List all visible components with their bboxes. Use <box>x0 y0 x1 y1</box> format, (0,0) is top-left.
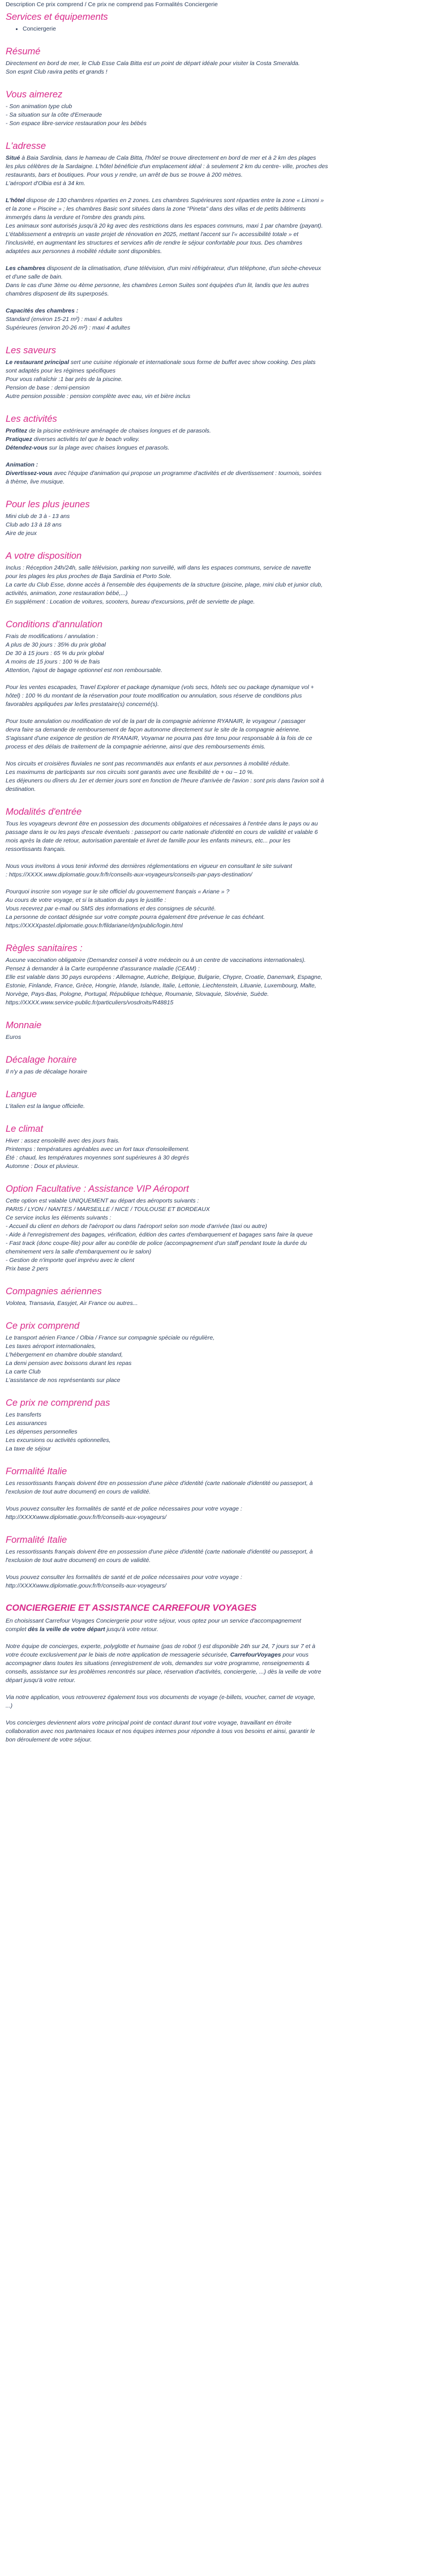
prix-ne-comprend-line: Les transferts <box>6 1412 41 1418</box>
conditions-line: favorables appliquées par le/les prestataire(s) concerné(s). <box>6 701 159 708</box>
formalite-link[interactable]: http://XXXXwww.diplomatie.gouv.fr/fr/conseils-aux-voyageurs/ <box>6 1514 166 1521</box>
activites-line <box>6 435 423 444</box>
animation-text: avec l'équipe d'animation qui propose un programme d'activités et de divertissement : tournois, soirées <box>52 470 322 477</box>
aimerez-line: - Son espace libre-service restauration pour les bébés <box>6 121 147 127</box>
activites-bold: Détendez-vous <box>6 445 48 451</box>
conditions-line: Les maximums de participants sur nos circuits sont garantis avec une flexibilité de + ou – 10 %. <box>6 769 254 776</box>
conditions-line: A moins de 15 jours : 100 % de frais <box>6 659 100 665</box>
animation-title <box>6 461 423 469</box>
saveurs-text: sert une cuisine régionale et internationale sous forme de buffet avec show cooking. Des plats <box>69 360 316 366</box>
langue-text: L'italien est la langue officielle. <box>6 1103 85 1110</box>
option-line: - Gestion de n'importe quel imprévu avec le client <box>6 1257 135 1264</box>
conciergerie-line: Vos concierges deviennent alors votre principal point de contact durant tout votre voyage, travaillant en étroite <box>6 1720 292 1726</box>
conciergerie-title: CONCIERGERIE ET ASSISTANCE CARREFOUR VOYAGES <box>6 1603 257 1613</box>
formalite-line: l'exclusion de tout autre document) en cours de validité. <box>6 1557 151 1564</box>
modalites-line: La personne de contact désignée sur votre compte pourra également être prévenue le cas échéant. <box>6 914 265 921</box>
langue-title: Langue <box>6 1089 37 1099</box>
adresse-text: à Baia Sardinia, dans le hameau de Cala Bitta, l'hôtel se trouve directement en bord de mer et à 2 km des plages <box>20 155 316 161</box>
activites-text: diverses activités tel que le beach volley. <box>32 437 140 443</box>
saveurs-line: Pour vous rafraîchir :1 bar près de la piscine. <box>6 376 123 383</box>
resume-line: Directement en bord de mer, le Club Esse Cala Bitta est un point de départ idéale pour visiter la Costa Smeralda. <box>6 61 300 67</box>
conciergerie-text: complet <box>6 1627 28 1633</box>
formalite-line: Les ressortissants français doivent être en possession d'une pièce d'identité (carte nationale d'identité ou passeport, à <box>6 1480 313 1487</box>
modalites-line: Tous les voyageurs devront être en possession des documents obligatoires et nécessaires à l'entrée dans le pays ou au <box>6 821 318 827</box>
dispo-line: La carte du Club Esse, donne accès à l'ensemble des équipements de la structure (piscine, plage, mini club et junior club, <box>6 582 323 588</box>
resume-line: Son esprit Club ravira petits et grands ! <box>6 69 108 75</box>
prix-ne-comprend-line: Les dépenses personnelles <box>6 1429 78 1435</box>
conciergerie-text: jusqu'à votre retour. <box>105 1627 158 1633</box>
sanitaires-line: Estonie, Finlande, France, Grèce, Hongrie, Irlande, Islande, Italie, Lettonie, Liechtenstein, Lituanie, Luxembourg, Malte, <box>6 983 316 989</box>
option-line: Ce service inclus les éléments suivants : <box>6 1215 111 1221</box>
climat-line: Automne : Doux et pluvieux. <box>6 1163 79 1170</box>
modalites-line: ressortissants français. <box>6 846 66 853</box>
decalage-title: Décalage horaire <box>6 1055 77 1065</box>
activites-line <box>6 427 423 435</box>
prix-comprend-title: Ce prix comprend <box>6 1321 80 1331</box>
adresse-line: et la zone « Piscine » ; les chambres Basic sont situées dans la zone "Pineta" dans des villas et de petits bâtiments <box>6 206 306 212</box>
prix-comprend-line: Les taxes aéroport internationales, <box>6 1343 96 1350</box>
formalite-title: Formalité Italie <box>6 1466 67 1477</box>
saveurs-title: Les saveurs <box>6 345 56 356</box>
conciergerie-line: ...) <box>6 1703 13 1709</box>
option-title: Option Facultative : Assistance VIP Aéroport <box>6 1184 189 1194</box>
climat-title: Le climat <box>6 1124 44 1134</box>
dispo-title: A votre disposition <box>6 551 82 561</box>
conciergerie-line <box>6 1625 423 1634</box>
animation-para <box>6 469 423 478</box>
sanitaires-link[interactable]: https://XXXX.www.service-public.fr/particuliers/vosdroits/R48815 <box>6 1000 174 1006</box>
activites-text: de la piscine extérieure aménagée de chaises longues et de parasols. <box>27 428 211 434</box>
formalite-line: Vous pouvez consulter les formalités de santé et de police nécessaires pour votre voyage : <box>6 1574 242 1581</box>
animation-bold: Divertissez-vous <box>6 470 53 477</box>
adresse-line: et d'une salle de bain. <box>6 274 63 280</box>
prix-ne-comprend-line: Les assurances <box>6 1420 47 1427</box>
adresse-line: restaurants, bars et boutiques. Pour vous y rendre, un arrêt de bus se trouve à 200 mètres. <box>6 172 243 178</box>
formalite-line: l'exclusion de tout autre document) en cours de validité. <box>6 1489 151 1495</box>
conciergerie-line: collaboration avec nos partenaires locaux et nos équipes internes pour répondre à tous vos besoins et ainsi, garantir le <box>6 1728 315 1735</box>
breadcrumb: Description Ce prix comprend / Ce prix ne comprend pas Formalités Conciergerie <box>6 2 218 8</box>
climat-line: Hiver : assez ensoleillé avec des jours frais. <box>6 1138 120 1144</box>
modalites-link[interactable]: https://XXXXpastel.diplomatie.gouv.fr/fildariane/dyn/public/login.html <box>6 923 183 929</box>
adresse-para-1 <box>6 154 423 162</box>
conciergerie-line: accompagner dans toutes les situations (enregistrement de vols, demandes sur votre programme, renseignements & <box>6 1661 310 1667</box>
option-line: - Aide à l'enregistrement des bagages, vérification, édition des cartes d'embarquement et bagages sans faire la queue <box>6 1232 313 1238</box>
petits-line: Mini club de 3 à - 13 ans <box>6 514 70 520</box>
animation-title-text: Animation : <box>6 462 38 468</box>
conciergerie-bold: CarrefourVoyages <box>230 1652 281 1658</box>
capacity-line: Standard (environ 15-21 m²) : maxi 4 adultes <box>6 316 123 323</box>
compagnies-title: Compagnies aériennes <box>6 1286 102 1296</box>
conditions-line: Les déjeuners ou dîners du 1er et dernier jours sont en fonction de l'heure d'arrivée de l'avion : sont pris dans l'avion soit à <box>6 778 324 784</box>
aimerez-title: Vous aimerez <box>6 89 63 100</box>
activites-title: Les activités <box>6 414 57 424</box>
conciergerie-line <box>6 1651 423 1659</box>
saveurs-para <box>6 358 423 367</box>
prix-ne-comprend-title: Ce prix ne comprend pas <box>6 1398 110 1408</box>
conciergerie-line: Notre équipe de concierges, experte, polyglotte et humaine (pas de robot !) est disponible 24h sur 24, 7 jours sur 7 et à <box>6 1644 315 1650</box>
adresse-para-3 <box>6 264 423 273</box>
capacity-line: Supérieures (environ 20-26 m²) : maxi 4 adultes <box>6 325 131 331</box>
modalites-line: Vous recevrez par e-mail ou SMS des informations et des consignes de sécurité. <box>6 906 216 912</box>
option-line: Cette option est valable UNIQUEMENT au départ des aéroports suivants : <box>6 1198 199 1204</box>
climat-line: Printemps : températures agréables avec un fort taux d'ensoleillement. <box>6 1146 190 1153</box>
saveurs-bold: Le restaurant principal <box>6 360 70 366</box>
formalite-link[interactable]: http://XXXXwww.diplomatie.gouv.fr/fr/conseils-aux-voyageurs/ <box>6 1583 166 1589</box>
conditions-line: Attention, l'ajout de bagage optionnel est non remboursable. <box>6 667 162 674</box>
activites-bold: Profitez <box>6 428 28 434</box>
adresse-line: chambres disposent de lits superposés. <box>6 291 109 297</box>
adresse-line: les plus célèbres de la Sardaigne. L'hôtel bénéficie d'un emplacement idéal : à seulement 2 km du centre- ville, proches des <box>6 164 328 170</box>
aimerez-line: - Sa situation sur la côte d'Emeraude <box>6 112 102 118</box>
sanitaires-line: Pensez à demander à la Carte européenne d'assurance maladie (CEAM) : <box>6 966 200 972</box>
dispo-line: pour les plages les plus proches de Baja Sardinia et Porto Sole. <box>6 574 172 580</box>
prix-ne-comprend-line: La taxe de séjour <box>6 1446 51 1452</box>
conciergerie-line: En choisissant Carrefour Voyages Conciergerie pour votre séjour, vous optez pour un service d'accompagnement <box>6 1618 301 1624</box>
aimerez-line: - Son animation type club <box>6 104 72 110</box>
option-line: - Accueil du client en dehors de l'aéroport ou dans l'aéroport selon son mode d'arrivée (taxi ou autre) <box>6 1223 267 1230</box>
list-item: • Conciergerie <box>23 25 423 33</box>
modalites-link[interactable]: : https://XXXX.www.diplomatie.gouv.fr/fr/conseils-aux-voyageurs/conseils-par-pays-destination/ <box>6 872 252 878</box>
prix-comprend-line: L'hébergement en chambre double standard, <box>6 1352 123 1358</box>
petits-line: Aire de jeux <box>6 530 37 537</box>
prix-comprend-line: L'assistance de nos représentants sur place <box>6 1377 121 1384</box>
activites-line <box>6 444 423 452</box>
option-line: cheminement vers la salle d'embarquement ou le salon) <box>6 1249 152 1255</box>
prix-comprend-line: La demi pension avec boissons durant les repas <box>6 1360 132 1367</box>
adresse-line: L'aéroport d'Olbia est à 34 km. <box>6 181 85 187</box>
adresse-line: Dans le cas d'une 3ème ou 4ème personne, les chambres Lemon Suites sont équipées d'un lit, landis que les autres <box>6 283 309 289</box>
sanitaires-line: Norvège, Pays-Bas, Pologne, Portugal, République tchèque, Roumanie, Slovaquie, Slovénie, Suède. <box>6 991 269 998</box>
monnaie-text: Euros <box>6 1034 22 1041</box>
saveurs-line: Autre pension possible : pension complète avec eau, vin et bière inclus <box>6 393 191 400</box>
modalites-line: mois après la date de retour, autorisation parentale et livret de famille pour les enfants mineurs, etc... pour les <box>6 838 291 844</box>
formalite-line: Vous pouvez consulter les formalités de santé et de police nécessaires pour votre voyage : <box>6 1506 242 1512</box>
conciergerie-line: conseils, assistance sur les problèmes rencontrés sur place, réservation d'activités, conciergerie, ...) dès la veille de votre <box>6 1669 321 1675</box>
option-line: - Fast track (donc coupe-file) pour aller au contrôle de police (accompagnement d'un staff pendant toute la durée du <box>6 1240 307 1247</box>
services-list <box>6 25 423 33</box>
modalites-line: passage dans le ou les pays d'escale éventuels : passeport ou carte nationale d'identité en cours de validité et valable 6 <box>6 829 318 836</box>
adresse-text: dispose de 130 chambres réparties en 2 zones. Les chambres Supérieures sont réparties entre la zone « Limoni » <box>24 198 324 204</box>
sanitaires-line: Elle est valable dans 30 pays européens : Allemagne, Autriche, Belgique, Bulgarie, Chypre, Croatie, Danemark, Espagne, <box>6 974 323 981</box>
activites-bold: Pratiquez <box>6 437 32 443</box>
conciergerie-text: pour vous <box>281 1652 309 1658</box>
adresse-line: Les animaux sont autorisés jusqu'à 20 kg avec des restrictions dans les espaces communs, maxi 1 par chambre (payant). <box>6 223 323 229</box>
adresse-bold: L'hôtel <box>6 198 25 204</box>
services-title: Services et équipements <box>6 12 108 22</box>
prix-ne-comprend-line: Les excursions ou activités optionnelles, <box>6 1437 111 1444</box>
petits-line: Club ado 13 à 18 ans <box>6 522 62 528</box>
prix-comprend-line: Le transport aérien France / Olbia / France sur compagnie spéciale ou régulière, <box>6 1335 215 1341</box>
conciergerie-line: départ jusqu'à votre retour. <box>6 1678 76 1684</box>
activites-text: sur la plage avec chaises longues et parasols. <box>47 445 170 451</box>
saveurs-line: Pension de base : demi-pension <box>6 385 90 391</box>
conditions-line: Nos circuits et croisières fluviales ne sont pas recommandés aux enfants et aux personnes à mobilité réduite. <box>6 761 290 767</box>
adresse-title: L'adresse <box>6 141 46 151</box>
adresse-bold: Situé <box>6 155 20 161</box>
sanitaires-line: Aucune vaccination obligatoire (Demandez conseil à votre médecin ou à un centre de vaccinations internationales). <box>6 957 306 964</box>
adresse-text: disposent de la climatisation, d'une télévision, d'un mini réfrigérateur, d'un téléphone, d'un sèche-cheveux <box>45 266 321 272</box>
conciergerie-bold: dès la veille de votre départ <box>28 1627 105 1633</box>
resume-title: Résumé <box>6 46 41 57</box>
formalite-title: Formalité Italie <box>6 1535 67 1545</box>
petits-title: Pour les plus jeunes <box>6 499 90 510</box>
conditions-line: Pour les ventes escapades, Travel Explorer et package dynamique (vols secs, hôtels sec ou package dynamique vol + <box>6 684 314 691</box>
adresse-para-2 <box>6 196 423 205</box>
conciergerie-line: bon déroulement de votre séjour. <box>6 1737 92 1743</box>
adresse-line: L'établissement a entrepris un vaste projet de rénovation en 2025, mettant l'accent sur l'« accessibilité totale » et <box>6 232 299 238</box>
conditions-line: S'agissant d'une exigence de gestion de RYANAIR, Voyamar ne pourra pas être tenu pour responsable à la fois de ce <box>6 735 312 742</box>
option-line: PARIS / LYON / NANTES / MARSEILLE / NICE / TOULOUSE ET BORDEAUX <box>6 1206 210 1213</box>
dispo-line: activités, animation, zone restauration bébé,...) <box>6 590 128 597</box>
adresse-line: adaptées aux personnes à mobilité réduite sont disponibles. <box>6 249 162 255</box>
modalites-line: Pourquoi inscrire son voyage sur le site officiel du gouvernement français « Ariane » ? <box>6 889 230 895</box>
conditions-title: Conditions d'annulation <box>6 619 103 630</box>
conditions-line: Pour toute annulation ou modification de vol de la part de la compagnie aérienne RYANAIR, le voyageur / passager <box>6 718 306 725</box>
dispo-line: Inclus : Réception 24h/24h, salle télévision, parking non surveillé, wifi dans les espaces communs, service de navette <box>6 565 311 571</box>
prix-comprend-line: La carte Club <box>6 1369 41 1375</box>
capacity-title-text: Capacités des chambres : <box>6 308 79 314</box>
conditions-line: Frais de modifications / annulation : <box>6 634 98 640</box>
dispo-line: En supplément : Location de voitures, scooters, bureau d'excursions, prêt de serviette de plage. <box>6 599 255 605</box>
formalite-line: Les ressortissants français doivent être en possession d'une pièce d'identité (carte nationale d'identité ou passeport, à <box>6 1549 313 1555</box>
adresse-line: immergés dans la verdure et l'ombre des grands pins. <box>6 215 146 221</box>
modalites-title: Modalités d'entrée <box>6 807 82 817</box>
option-line: Prix base 2 pers <box>6 1266 49 1272</box>
saveurs-line: sont adaptés pour les régimes spécifiques <box>6 368 116 374</box>
conciergerie-line: Via notre application, vous retrouverez également tous vos documents de voyage (e-billets, voucher, carnet de voyage, <box>6 1694 316 1701</box>
conditions-line: hôtel) : 100 % du montant de la réservation pour toute modification ou annulation, sous réserve de conditions plus <box>6 693 302 699</box>
compagnies-text: Volotea, Transavia, Easyjet, Air France ou autres... <box>6 1300 138 1307</box>
modalites-line: Nous vous invitons à vous tenir informé des dernières réglementations en vigueur en consultant le site suivant <box>6 863 292 870</box>
conditions-line: devra faire sa demande de remboursement de façon autonome directement sur le site de la compagnie aérienne. <box>6 727 301 733</box>
conditions-line: De 30 à 15 jours : 65 % du prix global <box>6 651 104 657</box>
animation-line: à thème, live musique. <box>6 479 65 485</box>
modalites-line: Au cours de votre voyage, et si la situation du pays le justifie : <box>6 897 166 904</box>
conditions-line: A plus de 30 jours : 35% du prix global <box>6 642 106 648</box>
climat-line: Été : chaud, les températures moyennes sont supérieures à 30 degrés <box>6 1155 190 1161</box>
conditions-line: destination. <box>6 786 36 793</box>
adresse-bold: Les chambres <box>6 266 45 272</box>
conciergerie-text: votre écoute exclusivement par le biais de notre application de messagerie sécurisée, <box>6 1652 230 1658</box>
monnaie-title: Monnaie <box>6 1020 42 1030</box>
adresse-line: l'inclusivité, en augmentant les structures et services afin de rendre le séjour confortable pour tous. Des chambres <box>6 240 303 246</box>
capacity-title <box>6 307 423 315</box>
sanitaires-title: Règles sanitaires : <box>6 943 83 953</box>
page <box>0 1 429 1744</box>
conditions-line: process et des délais de traitement de la compagnie aérienne, ainsi que des remboursements émis. <box>6 744 266 750</box>
decalage-text: Il n'y a pas de décalage horaire <box>6 1069 88 1075</box>
